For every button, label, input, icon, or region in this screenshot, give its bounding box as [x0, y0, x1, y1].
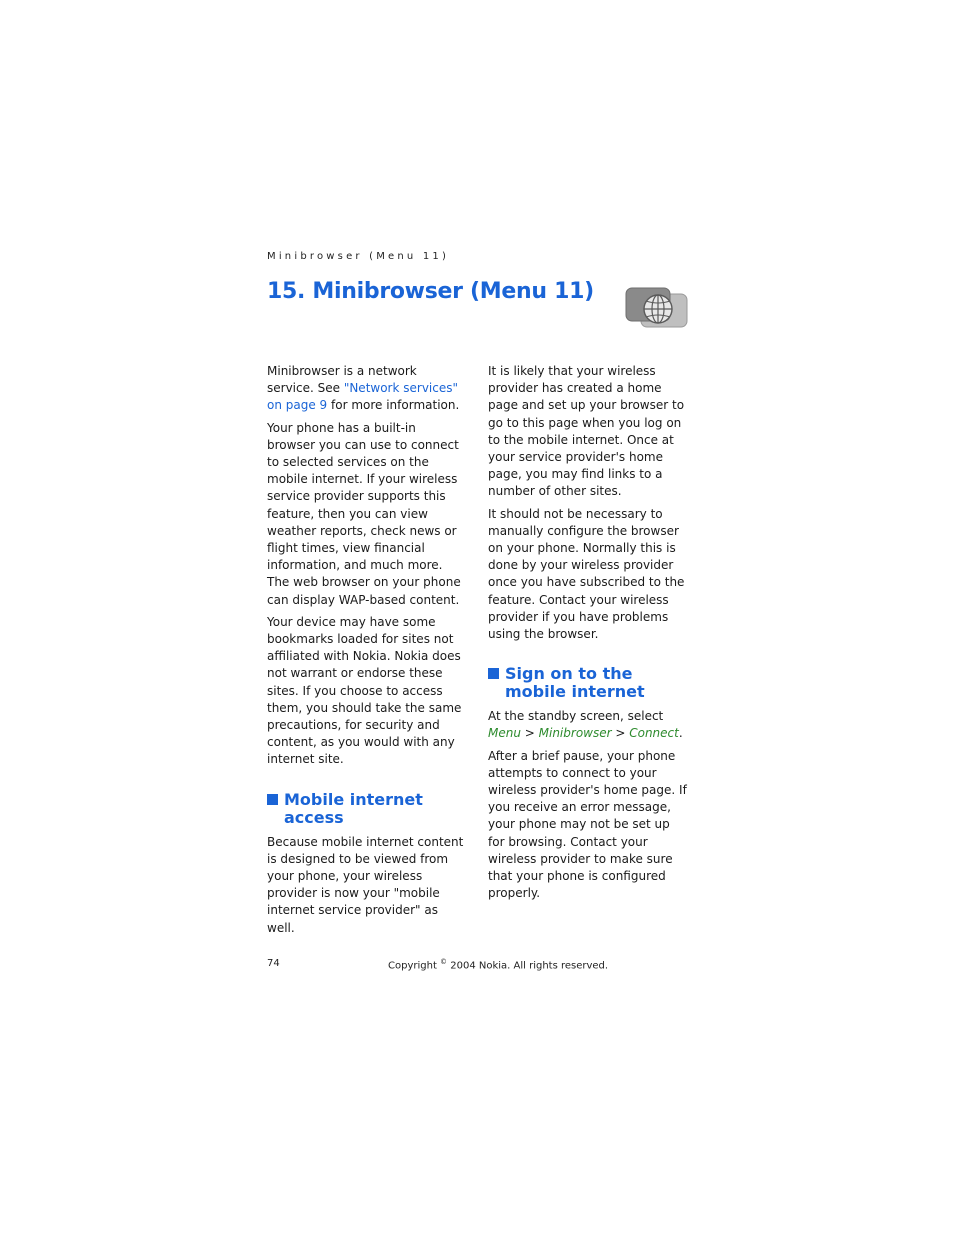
intro-paragraph: Minibrowser is a network service. See "Network services" on page 9 for more information.	[267, 364, 460, 413]
network-services-link[interactable]: "Network services" on page 9	[267, 381, 459, 413]
section-heading-sign-on: Sign on to the mobile internet	[488, 665, 688, 701]
connection-paragraph: After a brief pause, your phone attempts to connect to your wireless provider's home page. If you receive an error message, your phone may not be set up for browsing. Contact your wireless provider to make sure that your phone is configured properly.	[488, 748, 687, 901]
browser-paragraph: Your phone has a built-in browser you can use to connect to selected services on the mobile internet. If your wireless service provider supports this feature, then you can view weather reports, check news or flight times, view financial information, and much more. The web browser on your phone can display WAP-based content.	[267, 420, 461, 607]
running-header: Minibrowser (Menu 11)	[267, 251, 450, 262]
section-heading-mobile-internet-access: Mobile internet access	[267, 791, 467, 827]
page-number: 74	[267, 958, 280, 969]
left-column	[267, 363, 467, 942]
right-column	[488, 363, 688, 907]
copyright-symbol: ©	[440, 958, 448, 966]
bookmarks-paragraph: Your device may have some bookmarks loaded for sites not affiliated with Nokia. Nokia does not warrant or endorse these sites. If you choose to access them, you should take the same precautions, for security and content, as you would with any internet site.	[267, 614, 462, 767]
globe-browser-icon	[625, 287, 689, 329]
square-bullet-icon	[488, 668, 499, 679]
menu-path-minibrowser: Minibrowser	[538, 726, 612, 741]
menu-path-connect: Connect	[629, 726, 679, 741]
chapter-title: 15. Minibrowser (Menu 11)	[267, 279, 594, 304]
square-bullet-icon	[267, 794, 278, 805]
configure-paragraph: It should not be necessary to manually configure the browser on your phone. Normally this is done by your wireless provider once you have subscribed to the feature. Contact your wireless provider if you have problems using the browser.	[488, 506, 685, 642]
copyright-notice: Copyright © 2004 Nokia. All rights reserved.	[388, 958, 609, 972]
home-page-paragraph: It is likely that your wireless provider has created a home page and set up your browser to go to this page when you log on to the mobile internet. Once at your service provider's home page, you may find links to a number of other sites.	[488, 364, 685, 499]
mobile-access-paragraph: Because mobile internet content is designed to be viewed from your phone, your wireless provider is now your "mobile internet service provider" as well.	[267, 834, 464, 935]
menu-path-menu: Menu	[488, 726, 521, 741]
sign-on-instructions: At the standby screen, select Menu > Minibrowser > Connect.	[488, 709, 683, 741]
